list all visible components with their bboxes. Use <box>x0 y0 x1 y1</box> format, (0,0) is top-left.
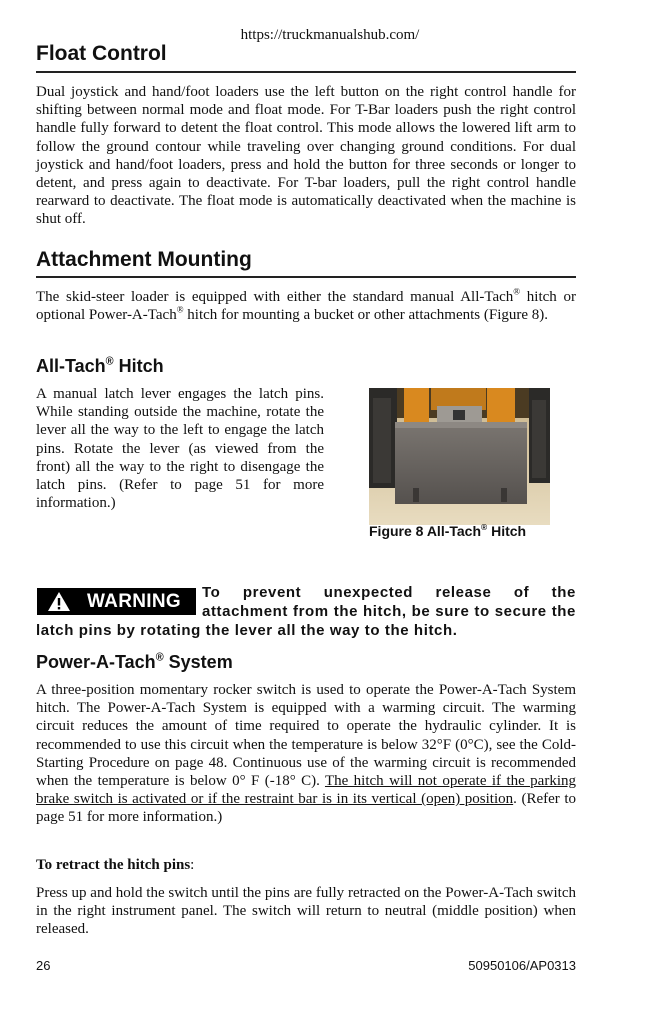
float-control-heading: Float Control <box>36 42 167 65</box>
warning-triangle-icon <box>47 591 71 612</box>
retract-pins-heading: To retract the hitch pins: <box>36 857 195 873</box>
warning-label-text: WARNING <box>87 590 181 612</box>
power-a-tach-heading: Power-A-Tach® System <box>36 651 233 672</box>
document-code: 50950106/AP0313 <box>468 958 576 973</box>
power-a-tach-body: A three-position momentary rocker switch is used to operate the Power-A-Tach System hitch. The Power-A-Tach System is equipped with a warming circuit. The warming circuit reduces the amount of time required to operate the hydraulic cylinder. It is recommended to use this circuit when the temperature is below 32°F (0°C), see the Cold-Starting Procedure on page 48. Continuous use of the warming circuit is recommended when the temperature is below 0° F (-18° C). The hitch will not operate if the parking brake switch is activated or if the restraint bar is in its vertical (open) position. (Refer to page 51 for more information.) <box>36 682 576 826</box>
page-number: 26 <box>36 958 51 973</box>
all-tach-body: A manual latch lever engages the latch pins. While standing outside the machine, rotate the lever all the way to the left to engage the latch pins. Rotate the lever (as viewed from the front) all the way to the right to disengage the latch pins. (Refer to page 51 for more information.) <box>36 386 324 512</box>
attachment-mounting-heading: Attachment Mounting <box>36 248 252 271</box>
figure-8-caption: Figure 8 All-Tach® Hitch <box>369 522 527 539</box>
attachment-mounting-body: The skid-steer loader is equipped with either the standard manual All-Tach® hitch or optional Power-A-Tach® hitch for mounting a bucket or other attachments (Figure 8). <box>36 286 576 324</box>
float-control-body: Dual joystick and hand/foot loaders use the left button on the right control handle for shifting between normal mode and float mode. For T-Bar loaders push the right control handle fully forward to detent the float control. This mode allows the lowered lift arm to follow the ground contour while traveling over changing ground conditions. For dual joystick and hand/foot loaders, press and hold the button for three seconds or longer to detent, and press again to deactivate. For T-bar loaders, pull the right control handle rearward to deactivate. The float mode is automatically deactivated when the machine is shut off. <box>36 84 576 228</box>
retract-pins-body: Press up and hold the switch until the pins are fully retracted on the Power-A-Tach switch in the right instrument panel. The switch will return to neutral (middle position) when released. <box>36 885 576 938</box>
heading-rule <box>36 71 576 73</box>
all-tach-hitch-photo <box>369 388 550 525</box>
all-tach-heading: All-Tach® Hitch <box>36 355 164 376</box>
source-url: https://truckmanualshub.com/ <box>240 27 420 43</box>
warning-message: To prevent unexpected release of the attachment from the hitch, be sure to secure the latch pins by rotating the lever all the way to the hitch. <box>36 584 576 639</box>
warning-label <box>37 588 196 615</box>
heading-rule <box>36 276 576 278</box>
